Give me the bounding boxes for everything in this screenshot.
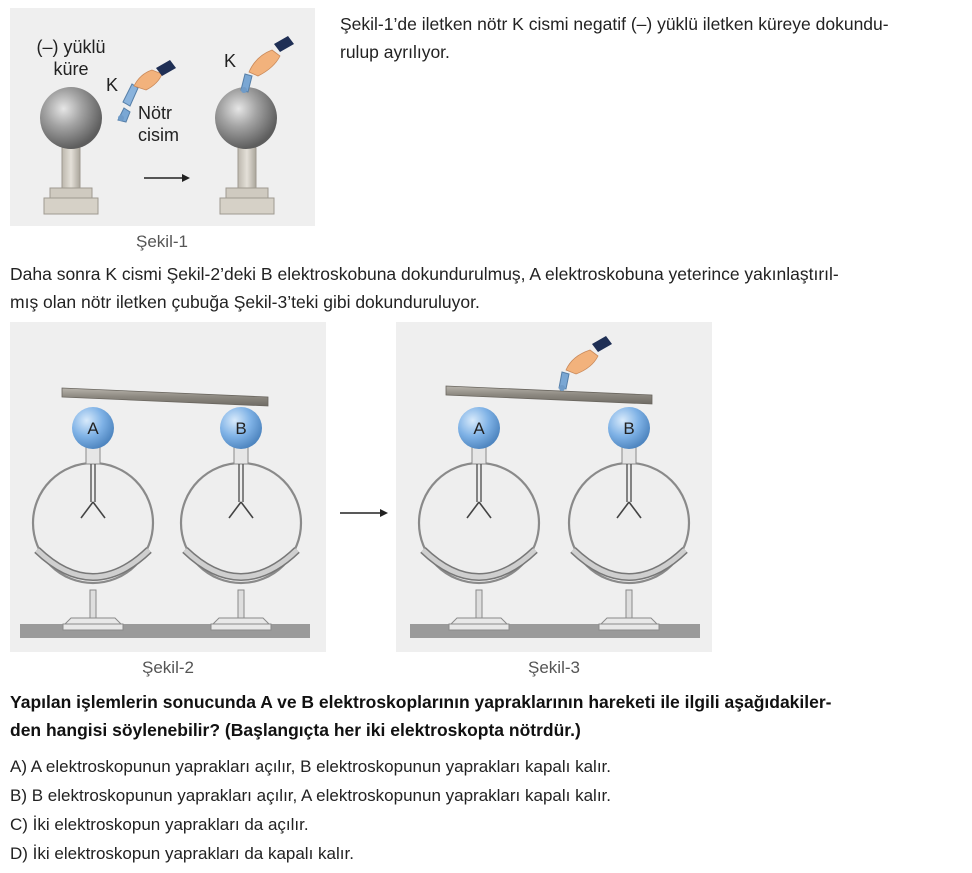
arrow-right-icon [144, 174, 190, 182]
hand-with-k-right [241, 36, 294, 93]
figure2-drawing [10, 322, 326, 652]
option-d[interactable]: D) İki elektroskopun yaprakları da kapalı kalır. [10, 844, 354, 863]
figure1-panel [10, 8, 315, 226]
figure1-caption: Şekil-1 [136, 232, 188, 251]
k-label-left: K [106, 75, 119, 95]
option-b[interactable]: B) B elektroskopunun yaprakları açılır, A elektroskopunun yaprakları kapalı kalır. [10, 786, 611, 805]
figure3-label-b: B [623, 419, 635, 438]
figure3-panel [396, 322, 712, 652]
intro-paragraph: Şekil-1’de iletken nötr K cismi negatif (–) yüklü iletken küreye dokundu- rulup ayrılıyor. [340, 14, 889, 62]
electroscope-b [181, 407, 301, 630]
k-label-right: K [224, 51, 237, 71]
figure3-caption: Şekil-3 [528, 658, 580, 677]
figure2-label-a: A [87, 419, 99, 438]
figure3-drawing [396, 322, 712, 652]
figure2-label-b: B [235, 419, 247, 438]
option-a[interactable]: A) A elektroskopunun yaprakları açılır, B elektroskopunun yaprakları kapalı kalır. [10, 757, 611, 776]
figure2-panel [10, 322, 326, 652]
electroscope-b [569, 407, 689, 630]
charged-sphere-right [215, 87, 277, 214]
sphere-label: (–) yüklü küre [36, 37, 106, 79]
neutral-object-label: Nötr cisim [138, 103, 179, 145]
electroscope-a [33, 407, 153, 630]
arrow-right-icon [340, 506, 390, 520]
electroscope-a [419, 407, 539, 630]
option-c[interactable]: C) İki elektroskopun yaprakları da açılır. [10, 815, 309, 834]
question-text: Yapılan işlemlerin sonucunda A ve B elektroskoplarının yapraklarının hareketi ile ilgili aşağıdakiler- den hangisi söylenebilir? (Başlangıçta her iki elektroskopta nötrdür.) [10, 692, 832, 740]
charged-sphere-left [40, 87, 102, 214]
hand-with-k-touching-rod [559, 336, 612, 391]
step2-paragraph: Daha sonra K cismi Şekil-2’deki B elektroskobuna dokundurulmuş, A elektroskobuna yeterince yakınlaştırıl- mış olan nötr iletken çubuğa Şekil-3’teki gibi dokunduruluyor. [10, 264, 839, 312]
figure2-caption: Şekil-2 [142, 658, 194, 677]
figure3-label-a: A [473, 419, 485, 438]
